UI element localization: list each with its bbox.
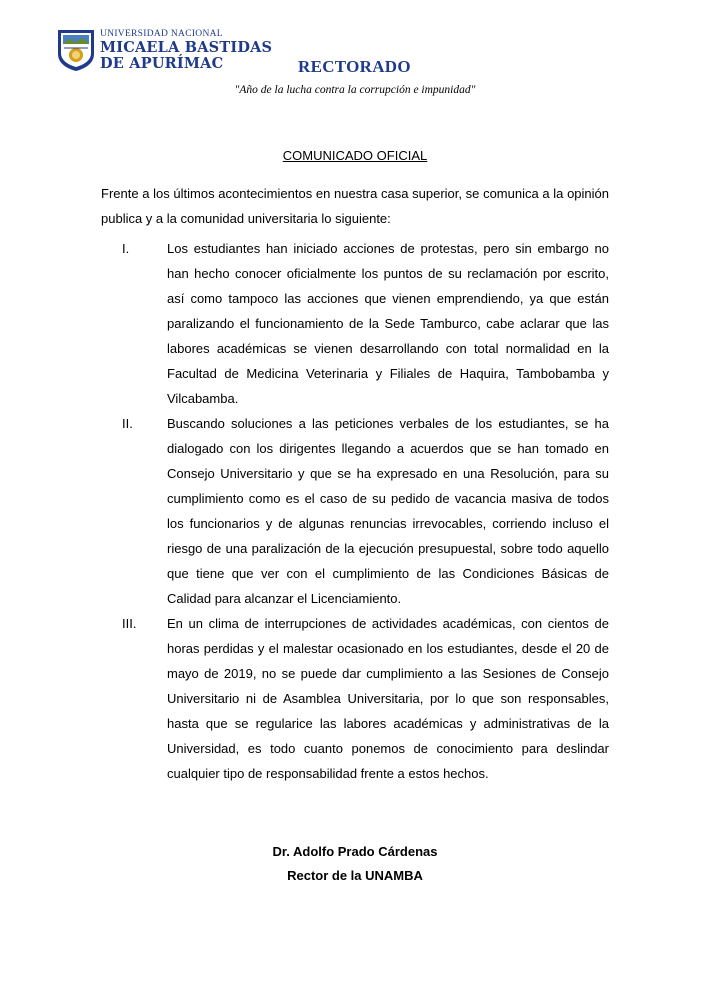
university-name-small: UNIVERSIDAD NACIONAL [100, 29, 223, 39]
intro-paragraph: Frente a los últimos acontecimientos en nuestra casa superior, se comunica a la opinión publica y a la comunidad universitaria lo siguiente: [101, 186, 609, 226]
office-title: RECTORADO [298, 57, 411, 76]
item-number: I. [122, 241, 130, 256]
document-title: COMUNICADO OFICIAL [282, 148, 428, 163]
item-text: Buscando soluciones a las peticiones verbales de los estudiantes, se ha dialogado con los dirigentes llegando a acuerdos que se han tomado en Consejo Universitario y que se ha expresado en una Resolución, para su cumplimiento como es el caso de su pedido de vacancia masiva de todos los funcionarios y de algunas renuncias irrevocables, corriendo incluso el riesgo de una paralización de la ejecución presupuestal, sobre todo aquello que tiene que ver con el cumplimiento de las Condiciones Básicas de Calidad para alcanzar el Licenciamiento. [167, 416, 609, 606]
university-name-line2: DE APURÍMAC [100, 55, 224, 72]
list-item [0, 411, 710, 611]
signature-block [0, 840, 710, 888]
signatory-name: Dr. Adolfo Prado Cárdenas [272, 844, 438, 859]
university-seal-icon [56, 28, 96, 72]
year-motto: "Año de la lucha contra la corrupción e impunidad" [234, 84, 476, 96]
numbered-list [0, 236, 710, 786]
item-text: Los estudiantes han iniciado acciones de protestas, pero sin embargo no han hecho conocer oficialmente los puntos de su reclamación por escrito, así como tampoco las acciones que vienen emprendiendo, ya que están paralizando el funcionamiento de la Sede Tamburco, cabe aclarar que las labores académicas se vienen desarrollando con total normalidad en la Facultad de Medicina Veterinaria y Filiales de Haquira, Tambobamba y Vilcabamba. [167, 241, 609, 406]
list-item [0, 236, 710, 411]
item-number: II. [122, 416, 133, 431]
item-number: III. [122, 616, 137, 631]
item-text: En un clima de interrupciones de actividades académicas, con cientos de horas perdidas y el malestar ocasionado en los estudiantes, desde el 20 de mayo de 2019, no se puede dar cumplimiento a las Sesiones de Consejo Universitario ni de Asamblea Universitaria, por lo que son responsables, hasta que se regularice las labores académicas y administrativas de la Universidad, es todo cuanto ponemos de conocimiento para deslindar cualquier tipo de responsabilidad frente a estos hechos. [167, 616, 609, 781]
signatory-role: Rector de la UNAMBA [287, 868, 423, 883]
university-name-line1: MICAELA BASTIDAS [100, 39, 273, 56]
university-logo [56, 26, 273, 74]
list-item [0, 611, 710, 786]
